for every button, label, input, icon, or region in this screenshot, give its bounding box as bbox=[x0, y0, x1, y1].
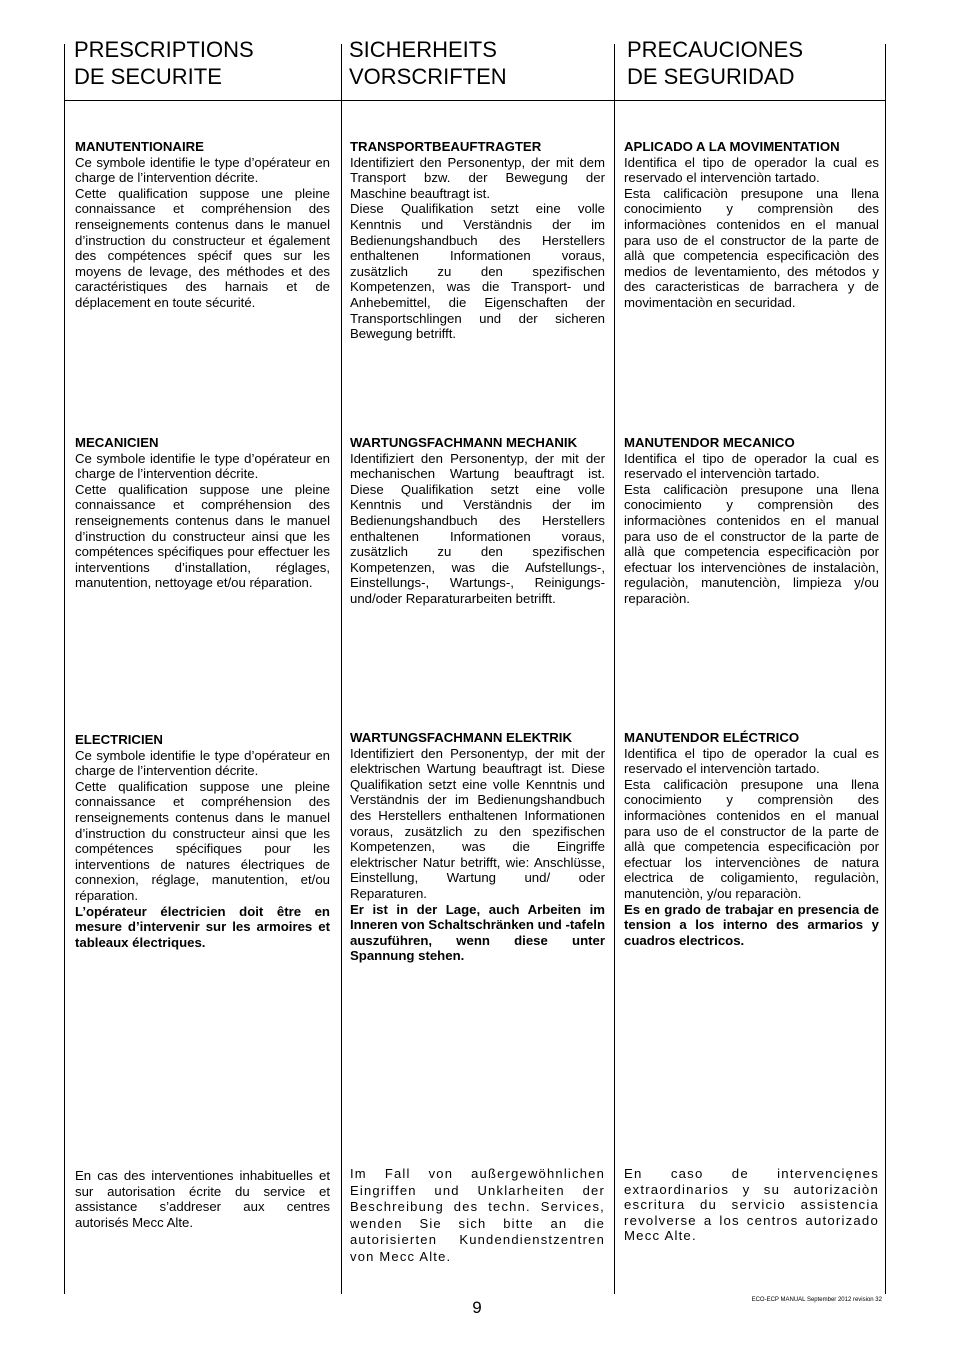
header-rule bbox=[64, 100, 886, 101]
column-title-fr: PRESCRIPTIONS DE SECURITE bbox=[74, 37, 254, 89]
section-es-mechanic bbox=[624, 435, 879, 607]
note-text: En caso de intervencięnes extraordinarios y su autorizaciòn escritura du servicio assistencia revolverse a los centros autorizado Mecc Alte. bbox=[624, 1166, 879, 1244]
section-heading: ELECTRICIEN bbox=[75, 732, 163, 747]
section-heading: WARTUNGSFACHMANN ELEKTRIK bbox=[350, 730, 572, 745]
section-heading: TRANSPORTBEAUFTRAGTER bbox=[350, 139, 542, 154]
section-text: Diese Qualifikation setzt eine volle Kenntnis und Verständnis der im Bedienungshandbuch des Herstellers enthaltenen Informationen voraus, zusätzlich zu den spezifischen Kompetenzen, was die Transport- und Anhebemittel, die Eigenschaften der Transportschlingen und der sicheren Bewegung betrifft. bbox=[350, 201, 605, 342]
column-divider-2 bbox=[614, 44, 615, 1294]
column-title-de: SICHERHEITS VORSCRIFTEN bbox=[349, 37, 507, 89]
section-es-electrician bbox=[624, 730, 879, 948]
section-text: Esta calificaciòn presupone una llena conocimiento y comprensiòn des informaciònes contenidos en el manual para uso de el constructor de la parte de allà que competencia especificaciòn por efectuar los intervenciònes de natura electrica de coligamiento, regulaciòn, manutenciòn, y/ou reparaciòn. bbox=[624, 776, 879, 901]
section-text: Identifiziert den Personentyp, der mit dem Transport bzw. der Bewegung der Maschine beauftragt ist. bbox=[350, 154, 605, 201]
section-de-transport bbox=[350, 139, 605, 342]
section-fr-handling bbox=[75, 139, 330, 311]
section-text: Esta calificaciòn presupone una llena conocimiento y comprensiòn des informaciònes contenidos en el manual para uso de el constructor de la parte de allà que competencia especificaciòn por efectuar los intervenciònes de instalaciòn, regulaciòn, manutenciòn, limpieza y/ou reparaciòn. bbox=[624, 481, 879, 606]
section-fr-electrician bbox=[75, 732, 330, 950]
section-es-handling bbox=[624, 139, 879, 311]
section-heading: MECANICIEN bbox=[75, 435, 159, 450]
page-number: 9 bbox=[472, 1298, 482, 1317]
section-warning: L’opérateur électricien doit être en mesure d’intervenir sur les armoires et tableaux électriques. bbox=[75, 903, 330, 950]
section-heading: APLICADO A LA MOVIMENTATION bbox=[624, 139, 840, 154]
section-heading: MANUTENDOR MECANICO bbox=[624, 435, 795, 450]
section-heading: MANUTENDOR ELÉCTRICO bbox=[624, 730, 800, 745]
section-warning: Es en grado de trabajar en presencia de tension a los interno des armarios y cuadros electricos. bbox=[624, 901, 879, 948]
section-text: Identifica el tipo de operador la cual es reservado el intervenciòn tartado. bbox=[624, 745, 879, 777]
column-divider-right bbox=[885, 44, 886, 1294]
section-text: Cette qualification suppose une pleine connaissance et compréhension des renseignements contenus dans le manuel d’instruction du constructeur ainsi que les compétences spécifiques pour effectuer les interventions d’installation, réglages, manutention, nettoyage et/ou réparation. bbox=[75, 481, 330, 591]
section-text: Identifica el tipo de operador la cual es reservado el intervenciòn tartado. bbox=[624, 154, 879, 186]
section-text: Identifica el tipo de operador la cual es reservado el intervenciòn tartado. bbox=[624, 450, 879, 482]
column-divider-1 bbox=[341, 44, 342, 1294]
section-text: Ce symbole identifie le type d’opérateur en charge de l’intervention décrite. bbox=[75, 154, 330, 186]
section-de-electrician bbox=[350, 730, 605, 964]
note-es bbox=[624, 1166, 879, 1244]
section-text: Cette qualification suppose une pleine connaissance et compréhension des renseignements contenus dans le manuel d’instruction du constructeur et également des compétences spécif ques sur les moyens de levage, des méthodes et des caractéristiques des harnais et de déplacement en toute sécurité. bbox=[75, 185, 330, 310]
section-text: Cette qualification suppose une pleine connaissance et compréhension des renseignements contenus dans le manuel d’instruction du constructeur ainsi que les compétences spécifiques pour les interventions de natures électriques de connexion, réglage, manutention, et/ou réparation. bbox=[75, 778, 330, 903]
section-text: Ce symbole identifie le type d’opérateur en charge de l’intervention décrite. bbox=[75, 747, 330, 779]
section-text: Identifiziert den Personentyp, der mit der mechanischen Wartung beauftragt ist. Diese Qualifikation setzt eine volle Kenntnis und Verständnis der im Bedienungshandbuch des Herstellers enthaltenen Informationen voraus, zusätzlich zu den spezifischen Kompetenzen, was die Aufstellungs-, Einstellungs-, Wartungs-, Reinigungs- und/oder Reparaturarbeiten betrifft. bbox=[350, 450, 605, 606]
section-text: Identifiziert den Personentyp, der mit der elektrischen Wartung beauftragt ist. Diese Qualifikation setzt eine volle Kenntnis und Verständnis der im Bedienungshandbuch des Herstellers enthaltenen Informationen voraus, zusätzlich zu den spezifischen Kompetenzen, was die Eingriffe elektrischer Natur betrifft, wie: Anschlüsse, Einstellung, Wartung und/ oder Reparaturen. bbox=[350, 745, 605, 901]
column-divider-left bbox=[64, 44, 65, 1294]
section-heading: MANUTENTIONAIRE bbox=[75, 139, 204, 154]
column-title-es: PRECAUCIONES DE SEGURIDAD bbox=[627, 37, 804, 89]
note-text: Im Fall von außergewöhnlichen Eingriffen und Unklarheiten der Beschreibung des techn. Services, wenden Sie sich bitte an die autorisierten Kundendienstzentren von Mecc Alte. bbox=[350, 1166, 605, 1264]
note-text: En cas des interventiones inhabituelles et sur autorisation écrite du service et assistance s’addreser aux centres autorisés Mecc Alte. bbox=[75, 1168, 330, 1230]
section-de-mechanic bbox=[350, 435, 605, 607]
note-de bbox=[350, 1166, 605, 1265]
section-text: Esta calificaciòn presupone una llena conocimiento y comprensiòn des informaciònes contenidos en el manual para uso de el constructor de la parte de allà que competencia especificaciòn des medios de leventamiento, des métodos y des caracteristicas de barrachera y de movimentaciòn en securidad. bbox=[624, 185, 879, 310]
section-heading: WARTUNGSFACHMANN MECHANIK bbox=[350, 435, 578, 450]
section-fr-mechanic bbox=[75, 435, 330, 591]
footer-revision: ECO-ECP MANUAL September 2012 revision 32 bbox=[751, 1297, 882, 1303]
section-text: Ce symbole identifie le type d’opérateur en charge de l’intervention décrite. bbox=[75, 450, 330, 482]
section-warning: Er ist in der Lage, auch Arbeiten im Inneren von Schaltschränken und -tafeln auszuführen, wenn diese unter Spannung stehen. bbox=[350, 901, 606, 964]
note-fr bbox=[75, 1168, 330, 1230]
